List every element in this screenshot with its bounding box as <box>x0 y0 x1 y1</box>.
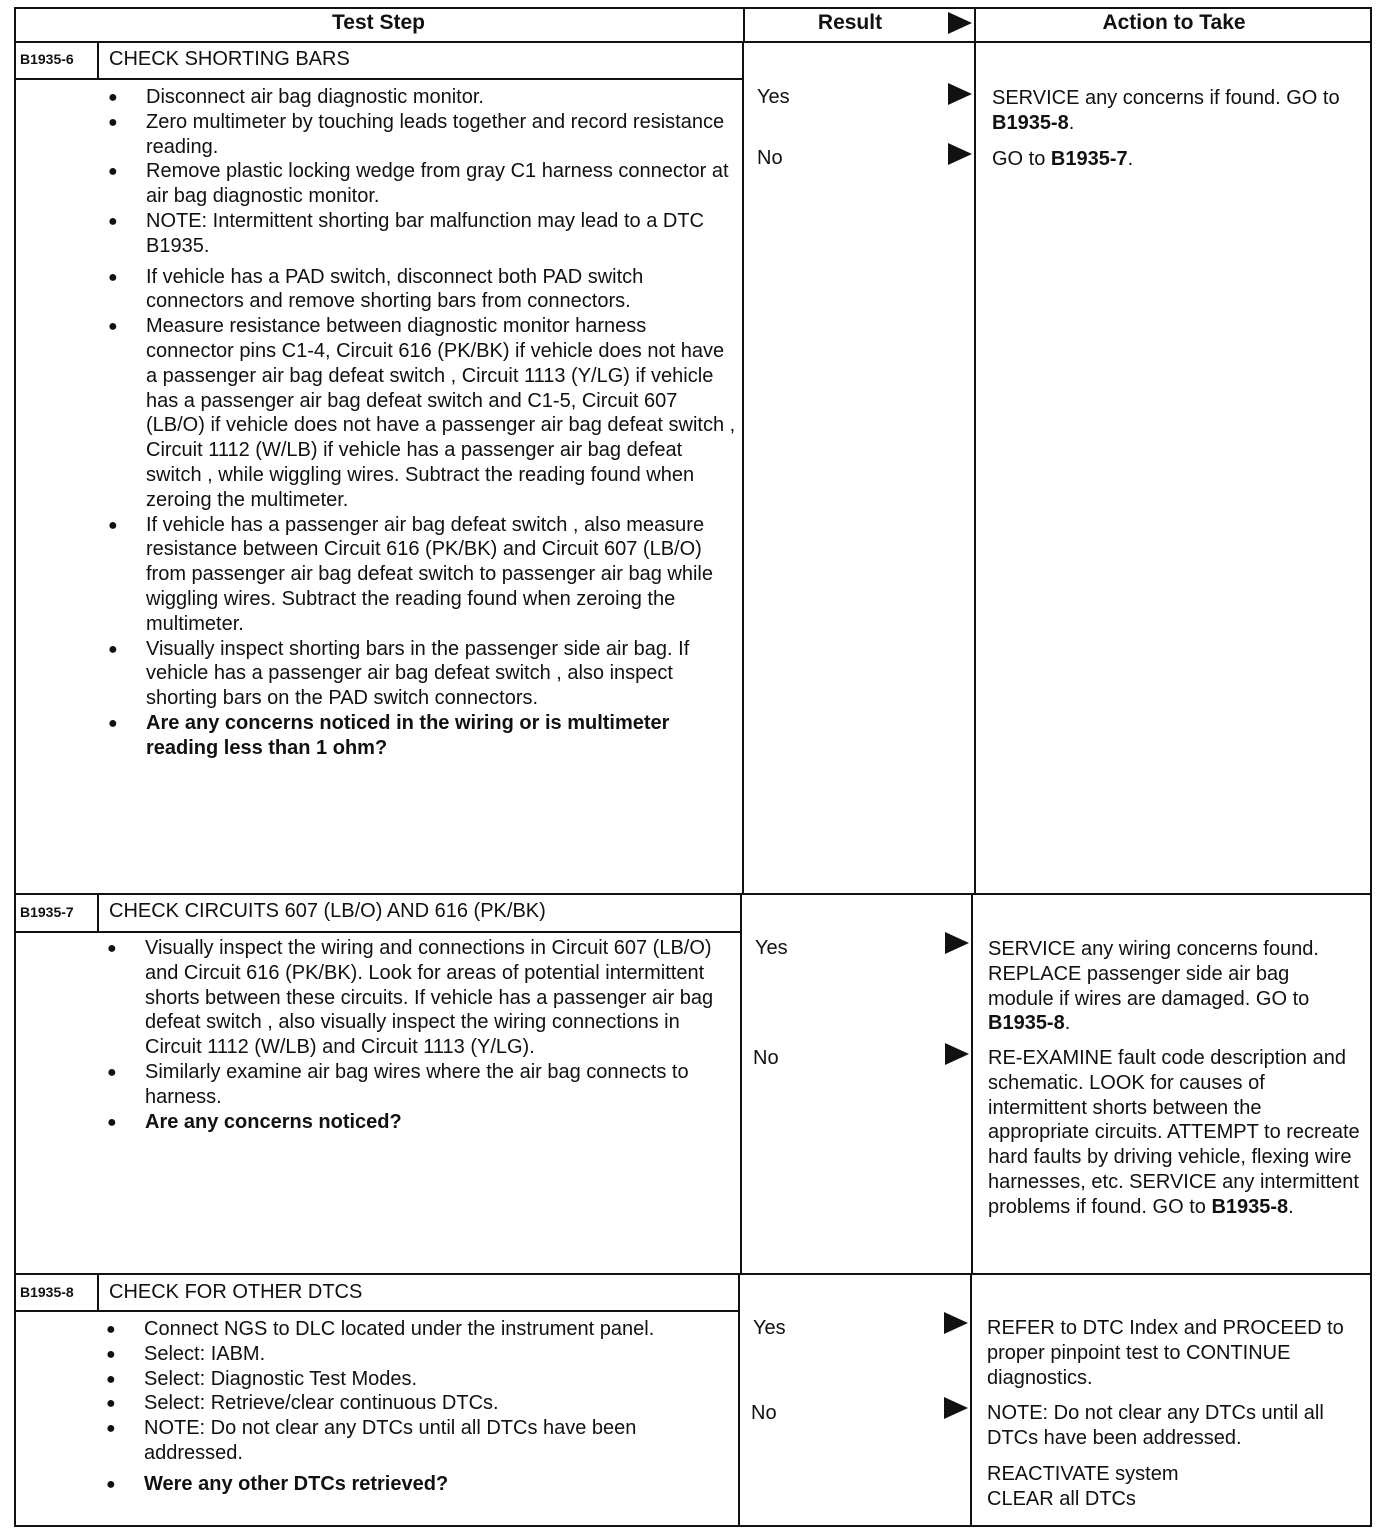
header-test-step: Test Step <box>332 11 425 34</box>
list-item: ● NOTE: Intermittent shorting bar malfunction may lead to a DTC B1935. <box>108 209 738 259</box>
action-text: . <box>1068 111 1075 134</box>
row2-no-arrow-icon <box>945 1043 969 1065</box>
list-item: ● Visually inspect shorting bars in the passenger side air bag. If vehicle has a passenger air bag defeat switch , also inspect shorting bars on the PAD switch connectors. <box>108 637 738 711</box>
row1-col-divider-2 <box>974 41 976 895</box>
list-item: ● Visually inspect the wiring and connections in Circuit 607 (LB/O) and Circuit 616 (PK/BK). Look for areas of potential intermittent shorts between these circuits. If vehicle has a passenger air bag defeat switch , also visually inspect the wiring connections in Circuit 1112 (W/LB) and Circuit 1113 (Y/LG). <box>107 936 727 1060</box>
row2-title-underline <box>14 931 740 933</box>
row3-yes-label: Yes <box>753 1317 786 1339</box>
list-item: ● Select: IABM. <box>106 1342 726 1367</box>
row3-no-action-note: NOTE: Do not clear any DTCs until all DTCs have been addressed. <box>987 1402 1324 1449</box>
row3-col-divider-2 <box>970 1273 972 1527</box>
row1-yes-action <box>992 86 1362 136</box>
row3-title-underline <box>14 1310 738 1312</box>
action-text: . <box>1127 148 1134 170</box>
row1-code-divider <box>97 41 99 79</box>
row3-no-arrow-icon <box>944 1397 968 1419</box>
list-item: ● If vehicle has a PAD switch, disconnect both PAD switch connectors and remove shorting bars from connectors. <box>108 265 738 315</box>
list-item: ● Select: Diagnostic Test Modes. <box>106 1367 726 1392</box>
row2-col-divider-1 <box>740 893 742 1275</box>
list-item: ● Measure resistance between diagnostic monitor harness connector pins C1-4, Circuit 616 (PK/BK) if vehicle does not have a passenger air bag defeat switch , Circuit 1113 (Y/LG) if vehicle has a passenger air bag defeat switch and C1-5, Circuit 607 (LB/O) if vehicle does not have a passenger air bag defeat switch , Circuit 1112 (W/LB) if vehicle has a passenger air bag defeat switch , while wiggling wires. Subtract the reading found when zeroing the multimeter. <box>108 314 738 512</box>
row2-step-code: B1935-7 <box>20 904 74 920</box>
row3-no-action-reactivate: REACTIVATE system CLEAR all DTCs <box>987 1463 1179 1510</box>
action-text: SERVICE any wiring concerns found. REPLACE passenger side air bag module if wires are damaged. GO to <box>988 938 1319 1010</box>
row1-title-underline <box>14 78 742 80</box>
row2-no-label: No <box>753 1047 779 1069</box>
list-item-question: ● Were any other DTCs retrieved? <box>106 1472 726 1497</box>
row2-bullets <box>107 936 727 1134</box>
action-text: . <box>1288 1195 1294 1218</box>
row2-col-divider-2 <box>971 893 973 1275</box>
row3-no-label: No <box>751 1402 777 1424</box>
row2-step-title: CHECK CIRCUITS 607 (LB/O) AND 616 (PK/BK) <box>109 900 546 922</box>
action-text: SERVICE any concerns if found. GO to <box>992 87 1340 109</box>
list-item-question: ● Are any concerns noticed in the wiring or is multimeter reading less than 1 ohm? <box>108 711 738 761</box>
header-action: Action to Take <box>1102 11 1246 34</box>
row1-step-code: B1935-6 <box>20 51 74 67</box>
row3-col-divider-1 <box>738 1273 740 1527</box>
row1-yes-label: Yes <box>757 86 790 108</box>
row1-step-title: CHECK SHORTING BARS <box>109 48 350 70</box>
step-ref: B1935-8 <box>1211 1195 1289 1218</box>
row2-yes-action <box>988 937 1358 1036</box>
row3-step-title: CHECK FOR OTHER DTCS <box>109 1281 363 1303</box>
header-result: Result <box>817 11 883 34</box>
list-item: ● Zero multimeter by touching leads together and record resistance reading. <box>108 110 738 160</box>
row3-yes-action: REFER to DTC Index and PROCEED to proper pinpoint test to CONTINUE diagnostics. <box>987 1317 1344 1389</box>
header-arrow-icon <box>948 12 972 34</box>
list-item: ● If vehicle has a passenger air bag defeat switch , also measure resistance between Circuit 616 (PK/BK) and Circuit 607 (LB/O) from passenger air bag defeat switch to passenger air bag while wiggling wires. Subtract the reading found when zeroing the multimeter. <box>108 513 738 637</box>
list-item: ● Disconnect air bag diagnostic monitor. <box>108 85 738 110</box>
list-item-question: ● Are any concerns noticed? <box>107 1110 727 1135</box>
list-item: ● Select: Retrieve/clear continuous DTCs. <box>106 1391 726 1416</box>
action-text: RE-EXAMINE fault code description and schematic. LOOK for causes of intermittent shorts between the appropriate circuits. ATTEMPT to recreate hard faults by driving vehicle, flexing wire harnesses, etc. SERVICE any intermittent problems if found. GO to <box>988 1047 1360 1218</box>
row1-col-divider-1 <box>742 41 744 895</box>
row1-no-arrow-icon <box>948 143 972 165</box>
header-divider <box>14 41 1372 43</box>
action-text: . <box>1064 1012 1071 1035</box>
row1-yes-arrow-icon <box>948 83 972 105</box>
row3-step-code: B1935-8 <box>20 1284 74 1300</box>
row-divider-1 <box>14 893 1372 895</box>
row3-yes-arrow-icon <box>944 1312 968 1334</box>
step-ref: B1935-7 <box>1050 148 1128 170</box>
row2-yes-arrow-icon <box>945 932 969 954</box>
row1-no-action <box>992 147 1362 172</box>
action-text: GO to <box>992 148 1051 170</box>
step-ref: B1935-8 <box>992 111 1069 134</box>
row2-no-action <box>988 1046 1360 1220</box>
row3-code-divider <box>97 1273 99 1311</box>
row2-yes-label: Yes <box>755 937 788 959</box>
list-item: ● Connect NGS to DLC located under the instrument panel. <box>106 1317 726 1342</box>
row3-bullets <box>106 1317 726 1497</box>
row1-bullets <box>108 85 738 761</box>
row1-no-label: No <box>757 147 783 169</box>
step-ref: B1935-8 <box>988 1012 1065 1035</box>
list-item: ● Remove plastic locking wedge from gray C1 harness connector at air bag diagnostic monitor. <box>108 159 738 209</box>
list-item: ● NOTE: Do not clear any DTCs until all DTCs have been addressed. <box>106 1416 726 1466</box>
row-divider-2 <box>14 1273 1372 1275</box>
list-item: ● Similarly examine air bag wires where the air bag connects to harness. <box>107 1060 727 1110</box>
row2-code-divider <box>97 893 99 932</box>
